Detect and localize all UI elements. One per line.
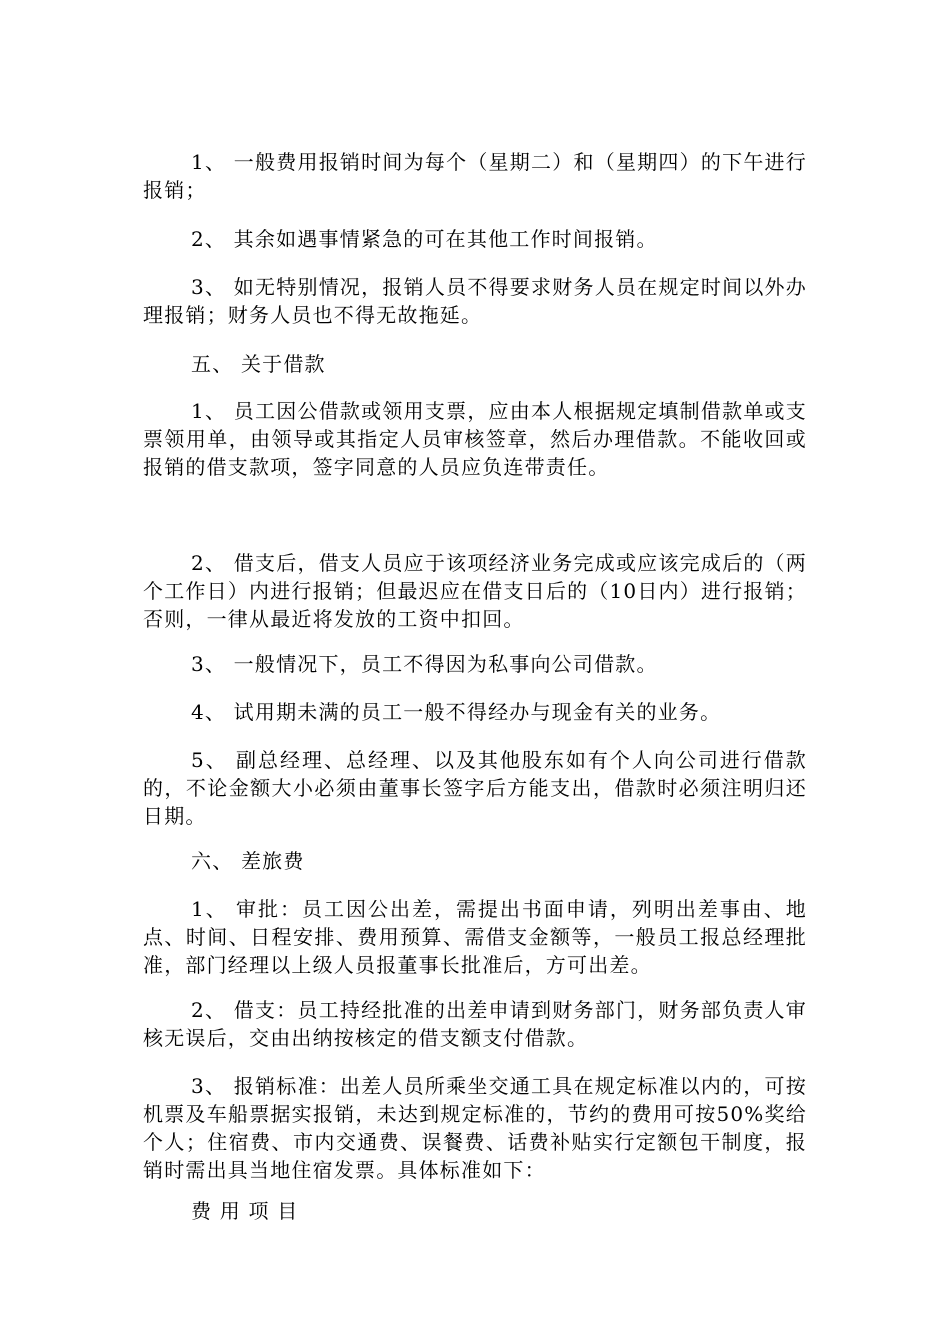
section-heading-loans: 五、 关于借款 xyxy=(191,352,326,376)
paragraph-no-private-loans: 3、 一般情况下，员工不得因为私事向公司借款。 xyxy=(191,652,658,676)
paragraph-no-special-cases: 3、 如无特别情况，报销人员不得要求财务人员在规定时间以外办理报销；财务人员也不得无故拖延。 xyxy=(143,275,807,327)
section-heading-travel: 六、 差旅费 xyxy=(191,849,305,873)
paragraph-probation-cash: 4、 试用期未满的员工一般不得经办与现金有关的业务。 xyxy=(191,700,722,724)
paragraph-reimbursement-standard: 3、 报销标准：出差人员所乘坐交通工具在规定标准以内的，可按机票及车船票据实报销，未达到规定标准的，节约的费用可按50%奖给个人；住宿费、市内交通费、误餐费、话费补贴实行定额包干制度，报销时需出具当地住宿发票。具体标准如下： xyxy=(143,1074,807,1182)
paragraph-loan-settlement: 2、 借支后，借支人员应于该项经济业务完成或应该完成后的（两个工作日）内进行报销；但最迟应在借支日后的（10日内）进行报销；否则，一律从最近将发放的工资中扣回。 xyxy=(143,551,807,631)
paragraph-urgent-reimbursement: 2、 其余如遇事情紧急的可在其他工作时间报销。 xyxy=(191,227,658,251)
paragraph-travel-approval: 1、 审批：员工因公出差，需提出书面申请，列明出差事由、地点、时间、日程安排、费用预算、需借支金额等，一般员工报总经理批准，部门经理以上级人员报董事长批准后，方可出差。 xyxy=(143,897,807,977)
label-expense-items: 费 用 项 目 xyxy=(191,1199,299,1223)
paragraph-reimbursement-time: 1、 一般费用报销时间为每个（星期二）和（星期四）的下午进行报销； xyxy=(143,150,807,202)
paragraph-loan-application: 1、 员工因公借款或领用支票，应由本人根据规定填制借款单或支票领用单，由领导或其指定人员审核签章，然后办理借款。不能收回或报销的借支款项，签字同意的人员应负连带责任。 xyxy=(143,399,807,479)
paragraph-travel-advance: 2、 借支：员工持经批准的出差申请到财务部门，财务部负责人审核无误后，交由出纳按核定的借支额支付借款。 xyxy=(143,998,807,1050)
paragraph-executive-loans: 5、 副总经理、总经理、以及其他股东如有个人向公司进行借款的，不论金额大小必须由董事长签字后方能支出，借款时必须注明归还日期。 xyxy=(143,748,807,828)
